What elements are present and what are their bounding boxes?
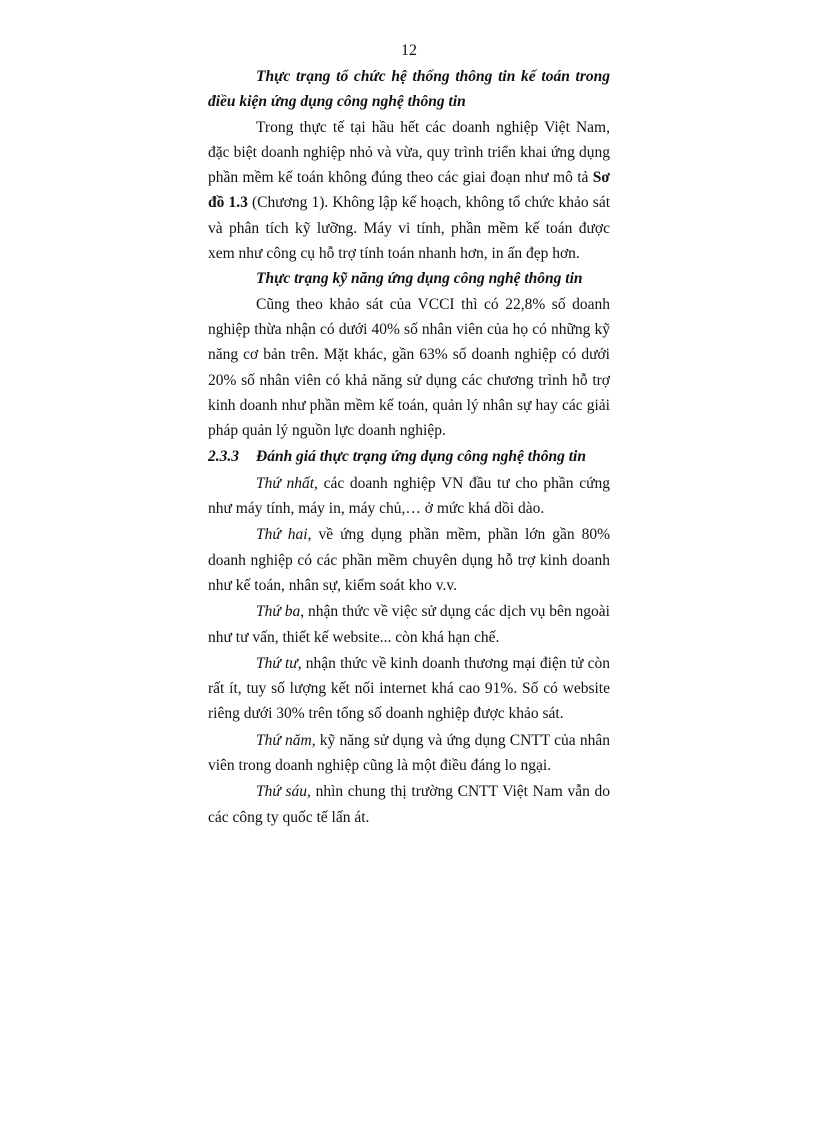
section-number: 2.3.3 <box>208 448 239 466</box>
point-lead: Thứ nhất, <box>256 474 318 492</box>
point-lead: Thứ ba <box>256 603 301 621</box>
section-title: Đánh giá thực trạng ứng dụng công nghệ thông tin <box>256 448 586 466</box>
diagram-reference: Sơ đồ 1.3 <box>208 169 610 212</box>
point-first <box>208 471 610 522</box>
point-fourth <box>208 651 610 727</box>
paragraph-survey-results: Cũng theo khảo sát của VCCI thì có 22,8% số doanh nghiệp thừa nhận có dưới 40% số nhân viên của họ có những kỹ năng cơ bản trên. Mặt khác, gần 63% số doanh nghiệp có dưới 20% số nhân viên có khả năng sử dụng các chương trình hỗ trợ kinh doanh như phần mềm kế toán, quản lý nhân sự hay các giải pháp quản lý nguồn lực doanh nghiệp. <box>208 295 610 440</box>
point-text: nhìn chung thị trường CNTT Việt Nam vẫn do các công ty quốc tế lấn át. <box>208 783 610 826</box>
point-fifth <box>208 728 610 779</box>
point-second <box>208 522 610 598</box>
point-text: , nhận thức về việc sử dụng các dịch vụ bên ngoài như tư vấn, thiết kế website... còn khá hạn chế. <box>208 603 610 646</box>
point-text: các doanh nghiệp VN đầu tư cho phần cứng như máy tính, máy in, máy chủ,… ở mức khá dồi dào. <box>208 474 610 518</box>
point-text: kỹ năng sử dụng và ứng dụng CNTT của nhân viên trong doanh nghiệp cũng là một điều đáng lo ngại. <box>208 731 610 775</box>
section-heading-2-3-3 <box>208 444 610 469</box>
point-lead: Thứ tư, <box>256 654 302 672</box>
point-third <box>208 599 610 650</box>
paragraph-text: Trong thực tế tại hầu hết các doanh nghiệp Việt Nam, đặc biệt doanh nghiệp nhỏ và vừa, quy trình triển khai ứng dụng phần mềm kế toán không đúng theo các giai đoạn như mô tả <box>208 118 610 187</box>
heading-accounting-info-system: Thực trạng tổ chức hệ thống thông tin kế toán trong điều kiện ứng dụng công nghệ thông tin <box>208 68 610 111</box>
point-sixth <box>208 779 610 830</box>
paragraph-text: (Chương 1). Không lập kế hoạch, không tổ chức khảo sát và phân tích kỹ lưỡng. Máy vi tính, phần mềm kế toán được xem như công cụ hỗ trợ tính toán nhanh hơn, in ấn đẹp hơn. <box>208 194 611 263</box>
document-page <box>208 38 610 830</box>
point-text: nhận thức về kinh doanh thương mại điện tử còn rất ít, tuy số lượng kết nối internet khá cao 91%. Số có website riêng dưới 30% trên tổng số doanh nghiệp được khảo sát. <box>208 654 611 723</box>
heading-it-skills: Thực trạng kỹ năng ứng dụng công nghệ thông tin <box>256 270 583 288</box>
point-lead: Thứ năm, <box>256 731 316 749</box>
point-lead: Thứ sáu, <box>256 783 311 801</box>
paragraph-deployment-status <box>208 115 610 267</box>
page-number: 12 <box>401 42 417 59</box>
point-text: , về ứng dụng phần mềm, phần lớn gần 80% doanh nghiệp có các phần mềm chuyên dụng hỗ trợ kinh doanh như kế toán, nhân sự, kiểm soát kho v.v. <box>208 526 610 594</box>
point-lead: Thứ hai <box>256 526 308 544</box>
